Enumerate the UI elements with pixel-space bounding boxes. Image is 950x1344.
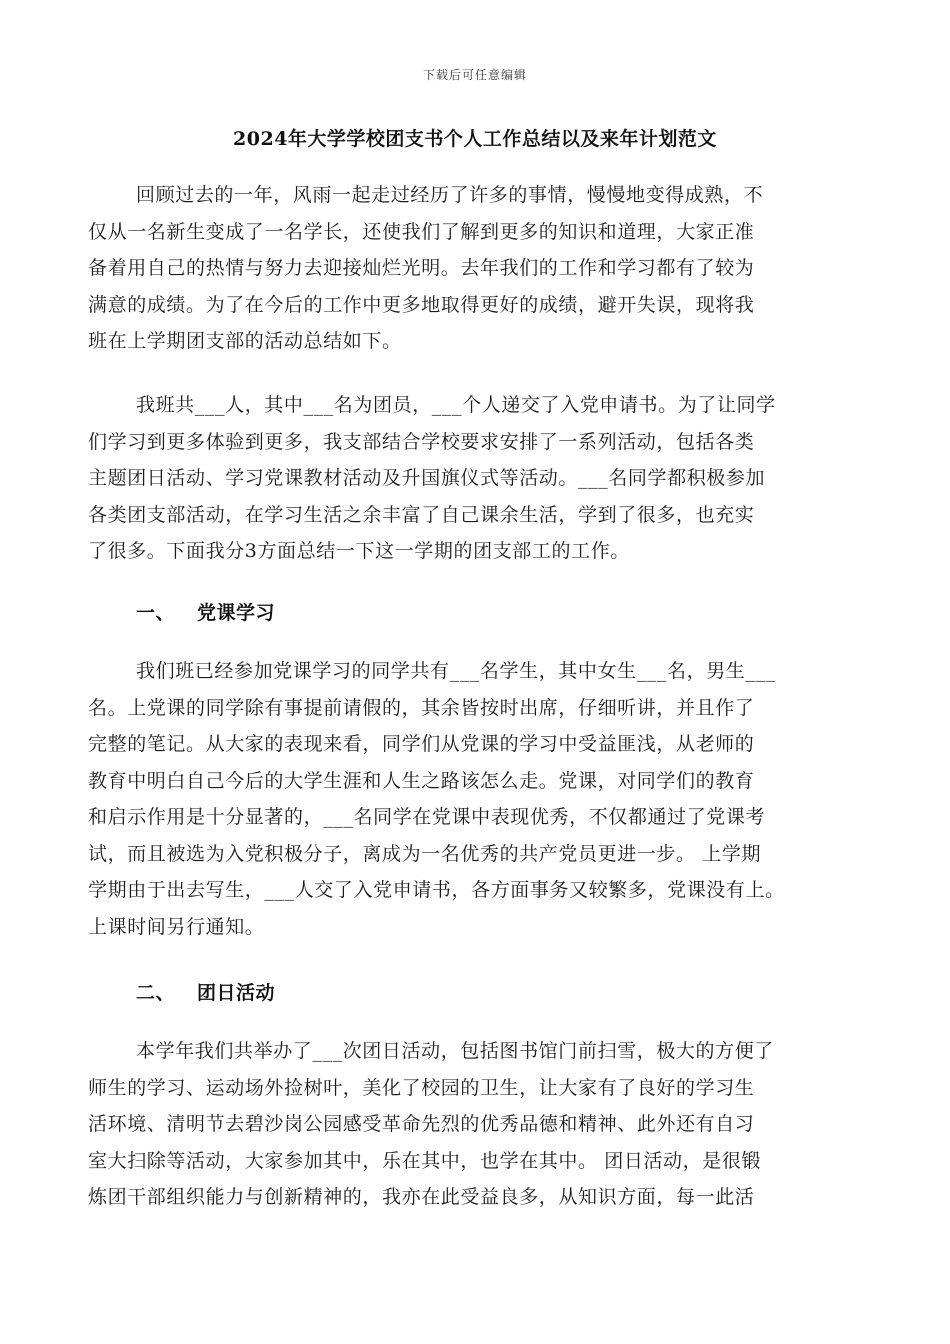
section-heading-league-day xyxy=(136,978,275,1005)
paragraph-party-class xyxy=(88,653,862,945)
paragraph-line: 仅从一名新生变成了一名学长，还使我们了解到更多的知识和道理，大家正准 xyxy=(88,220,755,243)
paragraph-line: 各类团支部活动，在学习生活之余丰富了自己课余生活，学到了很多，也充实 xyxy=(88,503,755,526)
document-title: 2024年大学学校团支书个人工作总结以及来年计划范文 xyxy=(233,128,717,150)
paragraph-line: 上课时间另行通知。 xyxy=(88,915,265,938)
section-title: 团日活动 xyxy=(197,982,276,1004)
paragraph-line: 教育中明白自己今后的大学生涯和人生之路该怎么走。党课，对同学们的教育 xyxy=(88,769,755,792)
section-title: 党课学习 xyxy=(197,602,276,624)
paragraph-intro xyxy=(88,177,862,360)
paragraph-line: 炼团干部组织能力与创新精神的，我亦在此受益良多，从知识方面，每一此活 xyxy=(88,1186,755,1208)
paragraph-line: 我们班已经参加党课学习的同学共有___名学生，其中女生___名，男生___ xyxy=(136,660,776,682)
paragraph-class-overview xyxy=(88,387,862,570)
paragraph-line: 本学年我们共举办了___次团日活动，包括图书馆门前扫雪，极大的方便了 xyxy=(136,1040,774,1062)
section-number: 一、 xyxy=(136,602,176,624)
paragraph-line: 试，而且被选为入党积极分子，离成为一名优秀的共产党员更进一步。 上学期 xyxy=(88,842,762,865)
section-heading-party-class xyxy=(136,598,275,625)
paragraph-line: 活环境、清明节去碧沙岗公园感受革命先烈的优秀品德和精神、此外还有自习 xyxy=(88,1113,755,1135)
paragraph-line: 了很多。下面我分3方面总结一下这一学期的团支部工的工作。 xyxy=(88,540,630,562)
paragraph-line: 名。上党课的同学除有事提前请假的，其余皆按时出席，仔细听讲，并且作了 xyxy=(88,696,755,719)
header-note: 下载后可任意编辑 xyxy=(422,68,527,82)
section-number: 二、 xyxy=(136,982,176,1004)
paragraph-line: 备着用自己的热情与努力去迎接灿烂光明。去年我们的工作和学习都有了较为 xyxy=(88,257,755,279)
paragraph-line: 满意的成绩。为了在今后的工作中更多地取得更好的成绩，避开失误，现将我 xyxy=(88,293,755,316)
paragraph-line: 和启示作用是十分显著的，___名同学在党课中表现优秀，不仅都通过了党课考 xyxy=(88,806,766,828)
paragraph-line: 完整的笔记。从大家的表现来看，同学们从党课的学习中受益匪浅，从老师的 xyxy=(88,733,755,755)
paragraph-line: 室大扫除等活动，大家参加其中，乐在其中，也学在其中。 团日活动，是很锻 xyxy=(88,1149,762,1172)
paragraph-league-day xyxy=(88,1033,862,1216)
paragraph-line: 主题团日活动、学习党课教材活动及升国旗仪式等活动。___名同学都积极参加 xyxy=(88,467,766,489)
paragraph-line: 我班共___人，其中___名为团员，___个人递交了入党申请书。为了让同学 xyxy=(136,394,776,416)
paragraph-line: 学期由于出去写生，___人交了入党申请书，各方面事务又较繁多，党课没有上。 xyxy=(88,879,785,901)
paragraph-line: 回顾过去的一年，风雨一起走过经历了许多的事情，慢慢地变得成熟，不 xyxy=(136,184,764,206)
paragraph-line: 师生的学习、运动场外捡树叶，美化了校园的卫生，让大家有了良好的学习生 xyxy=(88,1076,755,1099)
paragraph-line: 班在上学期团支部的活动总结如下。 xyxy=(88,330,402,352)
paragraph-line: 们学习到更多体验到更多，我支部结合学校要求安排了一系列活动，包括各类 xyxy=(88,430,755,453)
